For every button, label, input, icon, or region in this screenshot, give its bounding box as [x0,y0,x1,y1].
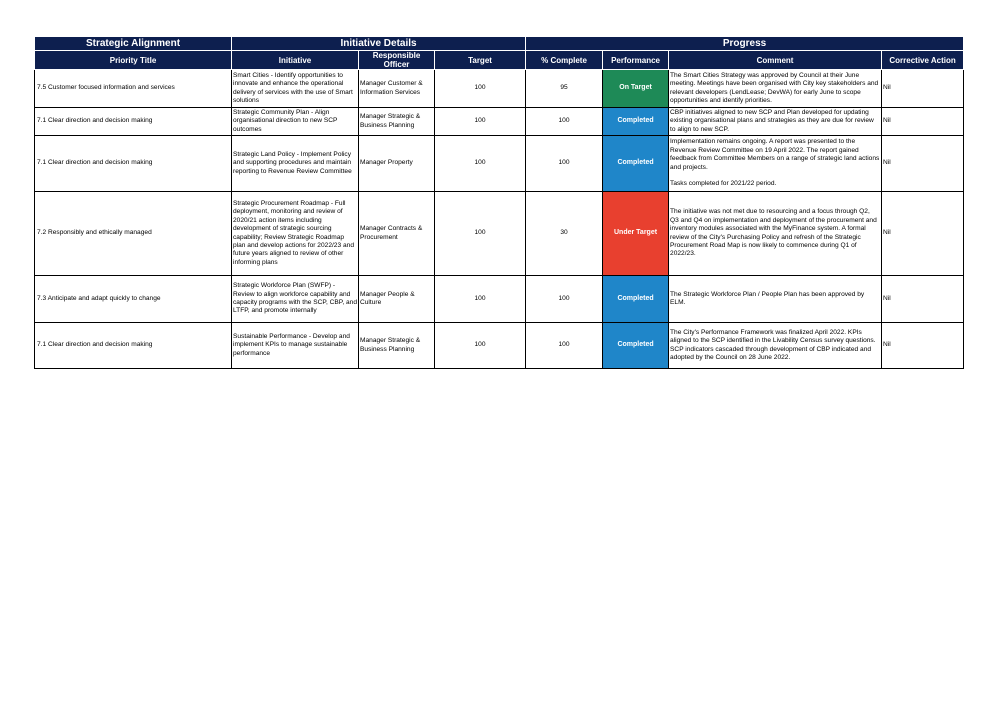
corrective-action: Nil [882,276,964,323]
initiative-text: Sustainable Performance - Develop and implement KPIs to manage sustainable performance [232,323,359,369]
priority-title: 7.1 Clear direction and decision making [35,108,232,136]
col-priority-title: Priority Title [35,51,232,70]
corrective-action: Nil [882,136,964,192]
priority-title: 7.2 Responsibly and ethically managed [35,192,232,276]
responsible-officer: Manager Contracts & Procurement [359,192,435,276]
responsible-officer: Manager Strategic & Business Planning [359,323,435,369]
initiative-text: Strategic Workforce Plan (SWFP) - Review to align workforce capability and capacity programs with the SCP, CBP, and LTFP, and promote internally [232,276,359,323]
corrective-action: Nil [882,70,964,108]
percent-complete: 100 [526,108,603,136]
col-performance: Performance [603,51,669,70]
percent-complete: 100 [526,276,603,323]
comment-text: The initiative was not met due to resourcing and a focus through Q2, Q3 and Q4 on implementation and deployment of the procurement and inventory modules associated with the MyFinance system. A formal review of the City's Purchasing Policy and refresh of the Strategic Procurement Road Map is now likely to commence during Q1 of 2022/23. [669,192,882,276]
group-header-row [35,37,964,51]
performance-badge: Completed [603,276,669,323]
responsible-officer: Manager Customer & Information Services [359,70,435,108]
target-value: 100 [435,323,526,369]
target-value: 100 [435,70,526,108]
col-responsible-officer: Responsible Officer [359,51,435,70]
table-row [35,323,964,369]
responsible-officer: Manager People & Culture [359,276,435,323]
comment-text: The City's Performance Framework was finalized April 2022. KPIs aligned to the SCP identified in the Livability Census survey questions. SCP indicators cascaded through development of CBP indicated and adopted by the Council on 28 June 2022. [669,323,882,369]
priority-title: 7.3 Anticipate and adapt quickly to change [35,276,232,323]
target-value: 100 [435,192,526,276]
responsible-officer: Manager Strategic & Business Planning [359,108,435,136]
col-comment: Comment [669,51,882,70]
progress-report-table [34,36,964,369]
percent-complete: 30 [526,192,603,276]
corrective-action: Nil [882,108,964,136]
percent-complete: 100 [526,136,603,192]
performance-badge: Completed [603,136,669,192]
percent-complete: 100 [526,323,603,369]
comment-text: The Strategic Workforce Plan / People Plan has been approved by ELM. [669,276,882,323]
priority-title: 7.5 Customer focused information and services [35,70,232,108]
priority-title: 7.1 Clear direction and decision making [35,323,232,369]
initiative-text: Strategic Community Plan - Align organisational direction to new SCP outcomes [232,108,359,136]
col-target: Target [435,51,526,70]
corrective-action: Nil [882,192,964,276]
performance-badge: Under Target [603,192,669,276]
col-initiative: Initiative [232,51,359,70]
group-progress: Progress [526,37,964,51]
initiative-text: Strategic Procurement Roadmap - Full deployment, monitoring and review of 2020/21 action items including development of strategic sourcing capability; Review Strategic Roadmap plan and develop actions for 2022/23 and future years aligned to review of other informing plans [232,192,359,276]
target-value: 100 [435,136,526,192]
responsible-officer: Manager Property [359,136,435,192]
performance-badge: Completed [603,108,669,136]
col-corrective-action: Corrective Action [882,51,964,70]
corrective-action: Nil [882,323,964,369]
table-row [35,136,964,192]
target-value: 100 [435,276,526,323]
target-value: 100 [435,108,526,136]
comment-text: CBP initiatives aligned to new SCP and Plan developed for updating existing organisational plans and strategies as they are due for review to align to new SCP. [669,108,882,136]
table-row [35,70,964,108]
group-strategic-alignment: Strategic Alignment [35,37,232,51]
col-percent-complete: % Complete [526,51,603,70]
group-initiative-details: Initiative Details [232,37,526,51]
performance-badge: On Target [603,70,669,108]
table-row [35,108,964,136]
priority-title: 7.1 Clear direction and decision making [35,136,232,192]
initiative-text: Strategic Land Policy - Implement Policy and supporting procedures and maintain reporting to Revenue Review Committee [232,136,359,192]
comment-text: Implementation remains ongoing. A report was presented to the Revenue Review Committee on 19 April 2022. The report gained feedback from Committee Members on a range of strategic land actions and projects. Tasks completed for 2021/22 period. [669,136,882,192]
comment-text: The Smart Cities Strategy was approved by Council at their June meeting. Meetings have been organised with City key stakeholders and relevant developers (LendLease; DevWA) for early June to scope opportunities and identify priorities. [669,70,882,108]
performance-badge: Completed [603,323,669,369]
initiative-text: Smart Cities - Identify opportunities to innovate and enhance the operational delivery of services with the use of Smart solutions [232,70,359,108]
column-header-row [35,51,964,70]
table-row [35,276,964,323]
table-row [35,192,964,276]
percent-complete: 95 [526,70,603,108]
